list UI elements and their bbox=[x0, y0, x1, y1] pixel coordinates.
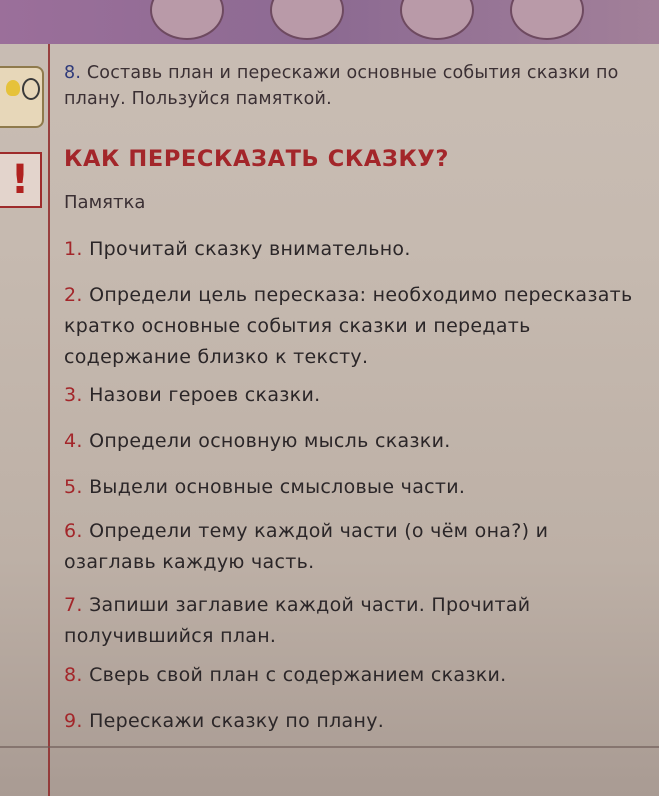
margin-line bbox=[48, 44, 50, 796]
divider bbox=[0, 746, 659, 748]
decorative-shape bbox=[150, 0, 224, 40]
list-item bbox=[64, 472, 634, 503]
item-text: Определи основную мысль сказки. bbox=[89, 430, 451, 452]
decorative-shape bbox=[400, 0, 474, 40]
task-number: 8. bbox=[64, 63, 82, 83]
list-item bbox=[64, 660, 634, 691]
list-item bbox=[64, 280, 634, 373]
decorative-shape bbox=[270, 0, 344, 40]
decorative-header-band bbox=[0, 0, 659, 44]
item-text: Сверь свой план с содержанием сказки. bbox=[89, 664, 507, 686]
section-heading: КАК ПЕРЕСКАЗАТЬ СКАЗКУ? bbox=[64, 146, 450, 172]
item-number: 2. bbox=[64, 284, 83, 306]
item-text: Прочитай сказку внимательно. bbox=[89, 238, 411, 260]
decorative-shape bbox=[510, 0, 584, 40]
list-item bbox=[64, 234, 634, 265]
list-item bbox=[64, 426, 634, 457]
list-item bbox=[64, 380, 634, 411]
item-number: 9. bbox=[64, 710, 83, 732]
item-number: 3. bbox=[64, 384, 83, 406]
item-number: 4. bbox=[64, 430, 83, 452]
item-text: Определи тему каждой части (о чём она?) и озаглавь каждую часть. bbox=[64, 520, 549, 573]
task-8 bbox=[64, 60, 654, 112]
task-children-icon bbox=[0, 66, 44, 128]
item-text: Запиши заглавие каждой части. Прочитай получившийся план. bbox=[64, 594, 531, 647]
item-number: 5. bbox=[64, 476, 83, 498]
memo-label: Памятка bbox=[64, 192, 146, 213]
item-text: Определи цель пересказа: необходимо пересказать кратко основные события сказки и передать содержание близко к тексту. bbox=[64, 284, 633, 368]
item-number: 8. bbox=[64, 664, 83, 686]
item-number: 6. bbox=[64, 520, 83, 542]
list-item bbox=[64, 590, 634, 652]
list-item bbox=[64, 706, 634, 737]
item-number: 7. bbox=[64, 594, 83, 616]
item-text: Назови героев сказки. bbox=[89, 384, 321, 406]
task-text: Составь план и перескажи основные события сказки по плану. Пользуйся памяткой. bbox=[64, 63, 619, 109]
item-text: Перескажи сказку по плану. bbox=[89, 710, 385, 732]
list-item bbox=[64, 516, 634, 578]
item-number: 1. bbox=[64, 238, 83, 260]
exclamation-icon: ! bbox=[0, 152, 42, 208]
item-text: Выдели основные смысловые части. bbox=[89, 476, 466, 498]
